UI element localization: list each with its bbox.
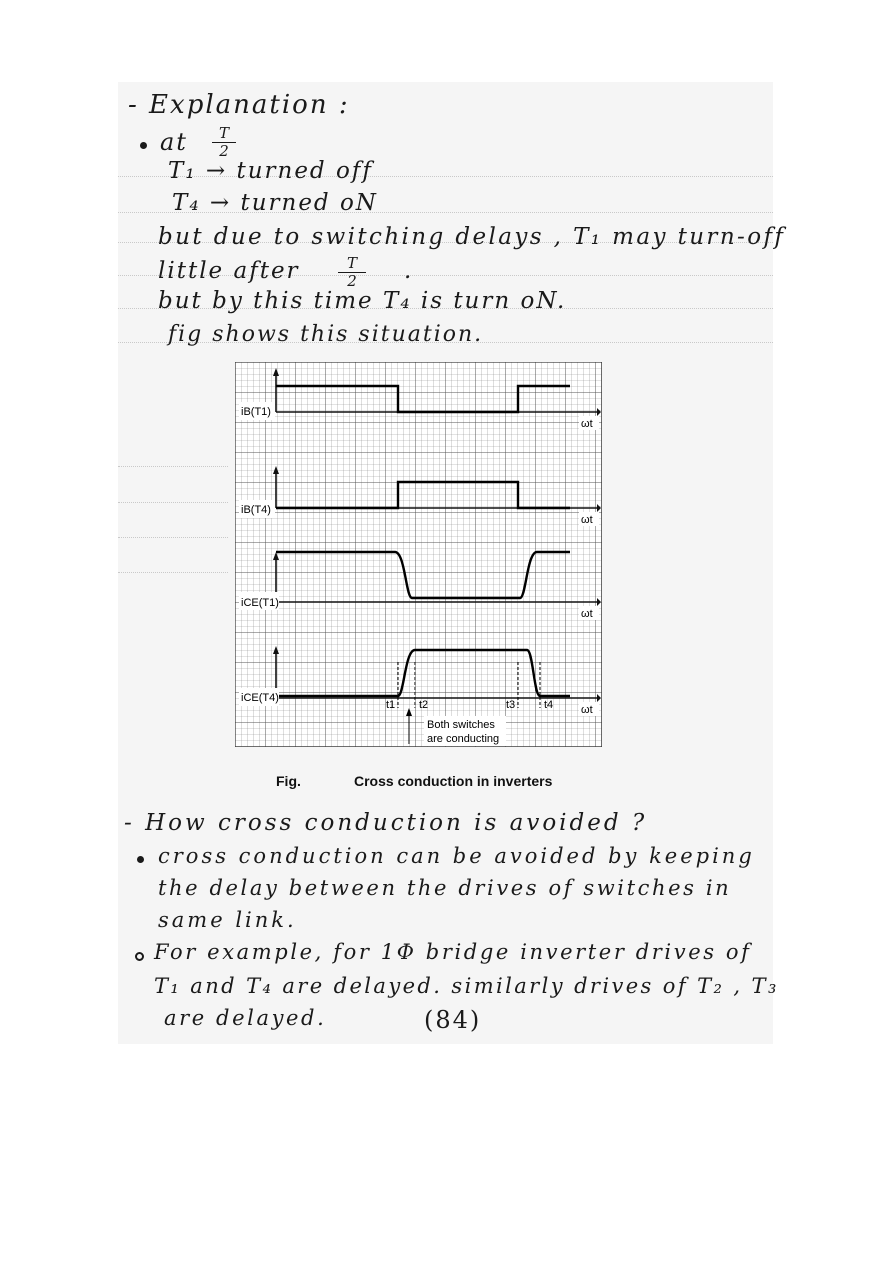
bullet1-line3: same link. (158, 908, 297, 932)
label-ice-t1: iCE(T1) (241, 597, 279, 609)
how-avoided-heading: - How cross conduction is avoided ? (124, 810, 648, 836)
page-number: (84) (424, 1006, 482, 1034)
but-by-this-time-line: but by this time T₄ is turn oN. (158, 288, 567, 314)
t1-turned-off: T₁ → turned off (168, 158, 373, 184)
fig-shows-line: fig shows this situation. (168, 322, 484, 347)
fraction-denominator: 2 (219, 142, 229, 160)
fraction-numerator: T (218, 124, 229, 142)
bullet1-line1: cross conduction can be avoided by keeping (158, 844, 755, 868)
fraction-numerator: T (346, 254, 357, 272)
bullet1-line2: the delay between the drives of switches in (158, 876, 732, 900)
bullet-point (137, 856, 144, 863)
explanation-heading: - Explanation : (128, 90, 350, 120)
label-ib-t1: iB(T1) (241, 406, 271, 418)
bullet2-line3: are delayed. (164, 1006, 327, 1030)
little-after-text: little after (158, 258, 300, 284)
label-t4: t4 (544, 699, 554, 711)
cross-conduction-figure (235, 362, 602, 747)
graph-paper-grid (235, 362, 602, 747)
ruled-line (118, 466, 228, 467)
fraction-t-over-2 (338, 256, 366, 289)
label-t2: t2 (419, 699, 429, 711)
ruled-line (118, 537, 228, 538)
bullet-point (135, 952, 144, 961)
switching-delay-line: but due to switching delays , T₁ may turn-off (158, 224, 786, 250)
label-t3: t3 (506, 699, 516, 711)
figure-caption-label: Fig. (276, 773, 301, 789)
omega-t-label: ωt (581, 514, 593, 526)
omega-t-label: ωt (581, 608, 593, 620)
fraction-denominator: 2 (347, 272, 357, 290)
ruled-line (118, 572, 228, 573)
little-after-period: . (404, 258, 414, 284)
bullet2-line1: For example, for 1Φ bridge inverter drives of (154, 940, 752, 964)
label-t1: t1 (386, 699, 396, 711)
bullet-point (140, 142, 147, 149)
are-conducting-label: are conducting (427, 733, 500, 745)
figure-caption-text: Cross conduction in inverters (354, 773, 553, 789)
at-text: at (160, 128, 188, 156)
omega-t-label: ωt (581, 704, 593, 716)
bullet2-line2: T₁ and T₄ are delayed. similarly drives of T₂ , T₃ (154, 974, 779, 998)
t4-turned-on: T₄ → turned oN (172, 190, 378, 216)
ruled-line (118, 502, 228, 503)
both-switches-label: Both switches (427, 719, 495, 731)
fraction-t-over-2 (212, 126, 236, 159)
omega-t-label: ωt (581, 418, 593, 430)
label-ice-t4: iCE(T4) (241, 692, 279, 704)
label-ib-t4: iB(T4) (241, 504, 271, 516)
